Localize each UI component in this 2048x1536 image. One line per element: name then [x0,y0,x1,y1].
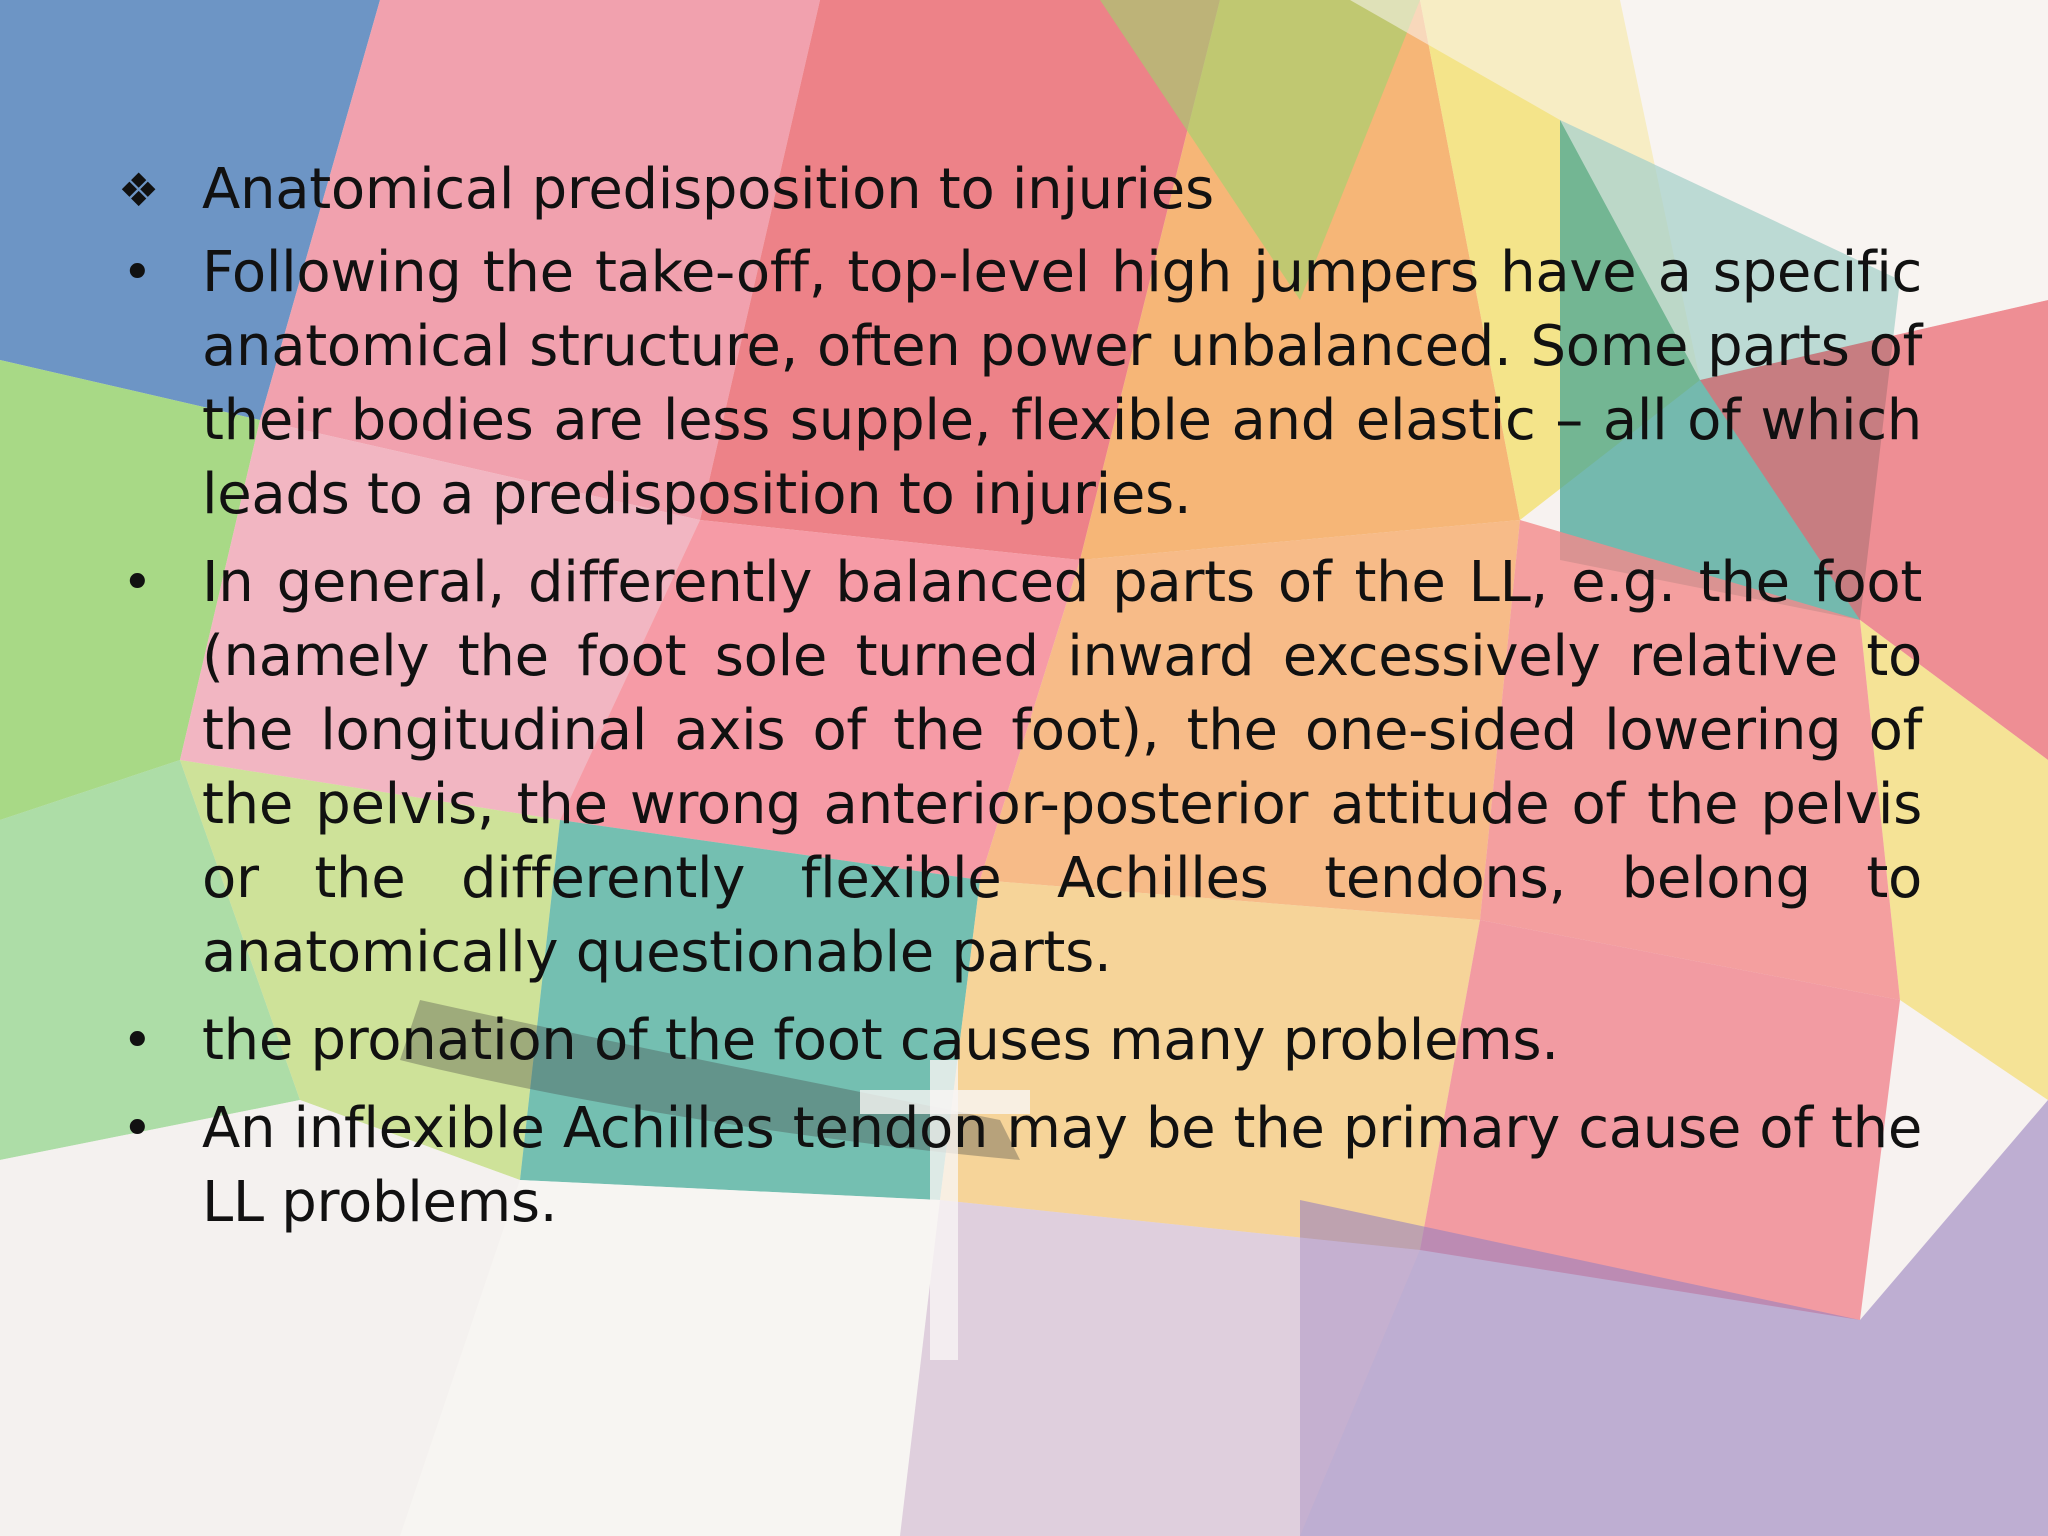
slide-heading-row [118,150,1922,236]
bullet-text: An inflexible Achilles tendon may be the primary cause of the LL problems. [202,1096,1922,1235]
bullet-item [118,236,1922,532]
slide-heading: Anatomical predisposition to injuries [202,157,1214,222]
bullet-text: Following the take-off, top-level high jumpers have a specific anatomical structure, often power unbalanced. Some parts of their bodies are less supple, flexible and elastic – all of which leads to a predisposition to injuries. [202,240,1922,527]
slide-body [118,150,1922,1254]
bullet-text: In general, differently balanced parts of the LL, e.g. the foot (namely the foot sole turned inward excessively relative to the longitudinal axis of the foot), the one-sided lowering of the pelvis, the wrong anterior-posterior attitude of the pelvis or the differently flexible Achilles tendons, belong to anatomically questionable parts. [202,550,1922,985]
bullet-dot-icon: • [122,243,153,303]
bullet-dot-icon: • [122,1099,153,1159]
bullet-item [118,1004,1922,1078]
bullet-text: the pronation of the foot causes many problems. [202,1008,1559,1073]
bullet-dot-icon: • [122,1011,153,1071]
bullet-dot-icon: • [122,553,153,613]
bullet-item [118,1092,1922,1240]
bullet-item [118,546,1922,990]
diamond-bullet-icon: ❖ [118,163,160,217]
